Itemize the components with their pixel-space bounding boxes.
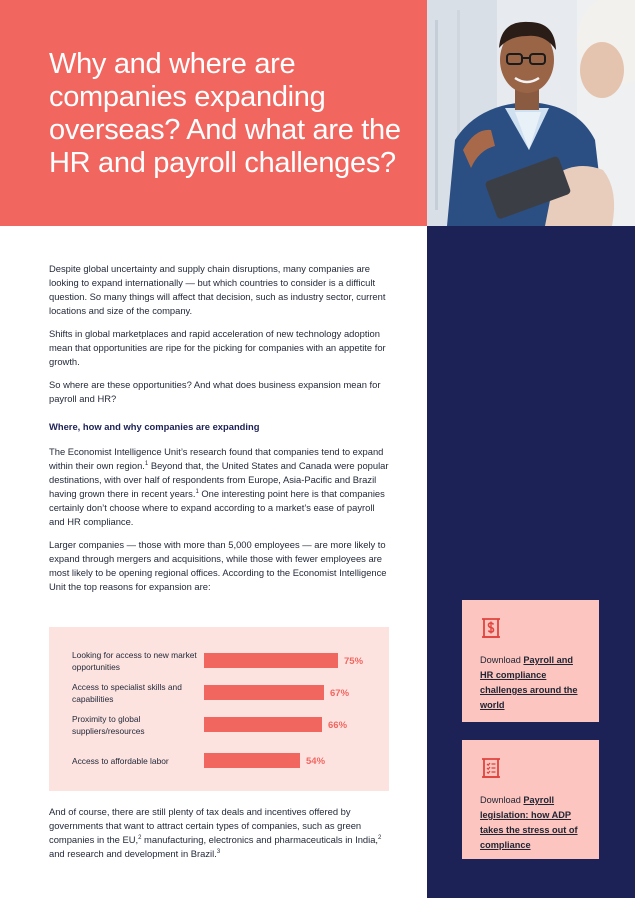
- payroll-hr-challenges-link[interactable]: Payroll and HR compliance challenges around the world: [480, 655, 578, 710]
- chart-row: [49, 651, 389, 681]
- footnote-ref: 2: [138, 834, 142, 841]
- closing-paragraph: [49, 805, 389, 861]
- chart-row: [49, 751, 389, 781]
- chart-category-label: Access to specialist skills and capabilities: [72, 682, 182, 704]
- footnote-ref: 3: [216, 848, 221, 855]
- chart-value-label: 66%: [328, 720, 348, 731]
- money-document-icon: [480, 616, 502, 640]
- chart-bar: [204, 717, 322, 732]
- hero-banner: [0, 0, 427, 226]
- closing-part-a: And of course, there are still plenty of tax deals and incentives offered by governments that want to attract certain types of companies, such as green companies in the EU,: [49, 806, 362, 845]
- intro-paragraph-1: Despite global uncertainty and supply chain disruptions, many companies are looking to expand internationally — but which countries to consider is a difficult question. So many things will affect that decision, such as industry sector, current locations and size of the company.: [49, 263, 386, 316]
- card-text: [480, 653, 583, 713]
- section-heading: Where, how and why companies are expanding: [49, 421, 260, 432]
- chart-value-label: 75%: [344, 656, 364, 667]
- checklist-document-icon: [480, 756, 502, 780]
- section-paragraph-1: [49, 445, 389, 529]
- footnote-ref: 2: [378, 834, 382, 841]
- chart-category-label: Proximity to global suppliers/resources: [72, 714, 145, 736]
- closing-part-b: manufacturing, electronics and pharmaceuticals in India,: [141, 834, 379, 845]
- intro-paragraph-3: So where are these opportunities? And what does business expansion mean for payroll and HR?: [49, 379, 381, 404]
- main-content: [49, 262, 389, 603]
- chart-category-label: Access to affordable labor: [72, 756, 169, 766]
- chart-category-label: Looking for access to new market opportunities: [72, 650, 197, 672]
- section-paragraph-1-part-b: Beyond that, the United States and Canada were popular destinations, with over half of respondents from Europe, Asia-Pacific and Brazil having grown there in recent years.: [49, 460, 389, 499]
- chart-bar: [204, 753, 300, 768]
- chart-bar: [204, 685, 324, 700]
- section-paragraph-1-part-a: The Economist Intelligence Unit’s research found that companies tend to expand within their own region.: [49, 446, 384, 471]
- card-text: [480, 793, 583, 853]
- hero-photo: [427, 0, 635, 226]
- download-card-payroll-legislation[interactable]: [462, 740, 599, 859]
- intro-paragraph-2: Shifts in global marketplaces and rapid acceleration of new technology adoption mean that opportunities are ripe for the picking for companies with an appetite for growth.: [49, 328, 386, 367]
- expansion-reasons-chart: [49, 627, 389, 791]
- chart-row: [49, 683, 389, 713]
- card-prefix: Download: [480, 795, 524, 805]
- footnote-ref: 1: [144, 460, 149, 467]
- download-card-payroll-hr[interactable]: [462, 600, 599, 722]
- payroll-legislation-link[interactable]: Payroll legislation: how ADP takes the stress out of compliance: [480, 795, 578, 850]
- chart-value-label: 67%: [330, 688, 350, 699]
- card-prefix: Download: [480, 655, 524, 665]
- chart-row: [49, 715, 389, 745]
- section-paragraph-2: Larger companies — those with more than 5,000 employees — are more likely to expand through mergers and acquisitions, while those with fewer employees are most likely to be opening regional offices. According to the Economist Intelligence Unit the top reasons for expansion are:: [49, 539, 387, 592]
- chart-bar: [204, 653, 338, 668]
- footnote-ref: 1: [195, 488, 199, 495]
- closing-part-c: and research and development in Brazil.: [49, 848, 217, 859]
- chart-value-label: 54%: [306, 756, 326, 767]
- section-paragraph-1-part-c: One interesting point here is that companies certainly don’t choose where to expand according to a market’s ease of payroll and HR compliance.: [49, 488, 385, 527]
- page-title: Why and where are companies expanding overseas? And what are the HR and payroll challenges?: [49, 48, 401, 179]
